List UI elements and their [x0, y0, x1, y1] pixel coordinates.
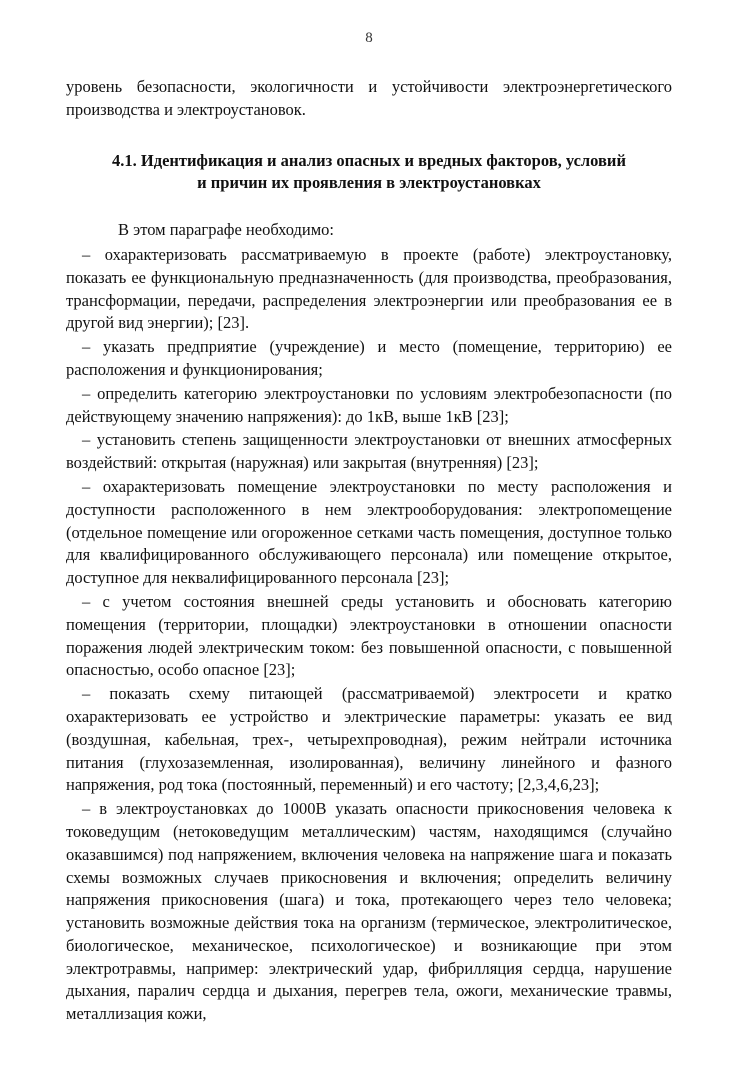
- page-body: [66, 76, 672, 1027]
- list-item: – охарактеризовать рассматриваемую в проекте (работе) электроустановку, показать ее функциональную предназначенность (для производства, преобразования, трансформации, передачи, распределения электроэнергии или преобразования ее в другой вид энергии); [23].: [66, 244, 672, 333]
- section-title-line-1: 4.1. Идентификация и анализ опасных и вредных факторов, условий: [112, 150, 626, 170]
- list-item: – указать предприятие (учреждение) и место (помещение, территорию) ее расположения и функционирования;: [66, 337, 672, 379]
- list-item: – с учетом состояния внешней среды установить и обосновать категорию помещения (территории, площадки) электроустановки в отношении опасности поражения людей электрическим током: без повышенной опасности, с повышенной опасностью, особо опасное [23];: [66, 591, 672, 680]
- list-item: – определить категорию электроустановки по условиям электробезопасности (по действующему значению напряжения): до 1кВ, выше 1кВ [23];: [66, 383, 672, 426]
- list-item: – установить степень защищенности электроустановки от внешних атмосферных воздействий: открытая (наружная) или закрытая (внутренняя) [23];: [66, 430, 672, 473]
- section-title: [66, 150, 672, 196]
- list-item: – показать схему питающей (рассматриваемой) электросети и кратко охарактеризовать ее устройство и электрические параметры: указать ее вид (воздушная, кабельная, трех-, четырехпроводная), режим нейтрали источника питания (глухозаземленная, изолированная), величину линейного и фазного напряжения, род тока (постоянный, переменный) и его частоту; [2,3,4,6,23];: [66, 684, 672, 795]
- intro-paragraph: уровень безопасности, экологичности и устойчивости электроэнергетического производства и электроустановок.: [66, 77, 672, 119]
- list-item: – охарактеризовать помещение электроустановки по месту расположения и доступности расположенного в нем электрооборудования: электропомещение (отдельное помещение или огороженное сетками часть помещения, доступное только для квалифицированного обслуживающего персонала) или помещение открытое, доступное для неквалифицированного персонала [23];: [66, 476, 672, 588]
- page-number: 8: [365, 30, 373, 46]
- lead-paragraph: В этом параграфе необходимо:: [118, 220, 334, 240]
- section-title-line-2: и причин их проявления в электроустановках: [197, 173, 541, 193]
- list-item: – в электроустановках до 1000В указать опасности прикосновения человека к токоведущим (нетоковедущим металлическим) частям, находящимся (случайно оказавшимся) под напряжением, включения человека на напряжение шага и показать схемы возможных случаев прикосновения и включения; определить величину напряжения прикосновения (шага) и тока, протекающего через тело человека; установить возможные действия тока на организм (термическое, электролитическое, биологическое, механическое, психологическое) и возникающие при этом электротравмы, например: электрический удар, фибрилляция сердца, нарушение дыхания, паралич сердца и дыхания, перегрев тела, ожоги, механические травмы, металлизация кожи,: [66, 799, 672, 1024]
